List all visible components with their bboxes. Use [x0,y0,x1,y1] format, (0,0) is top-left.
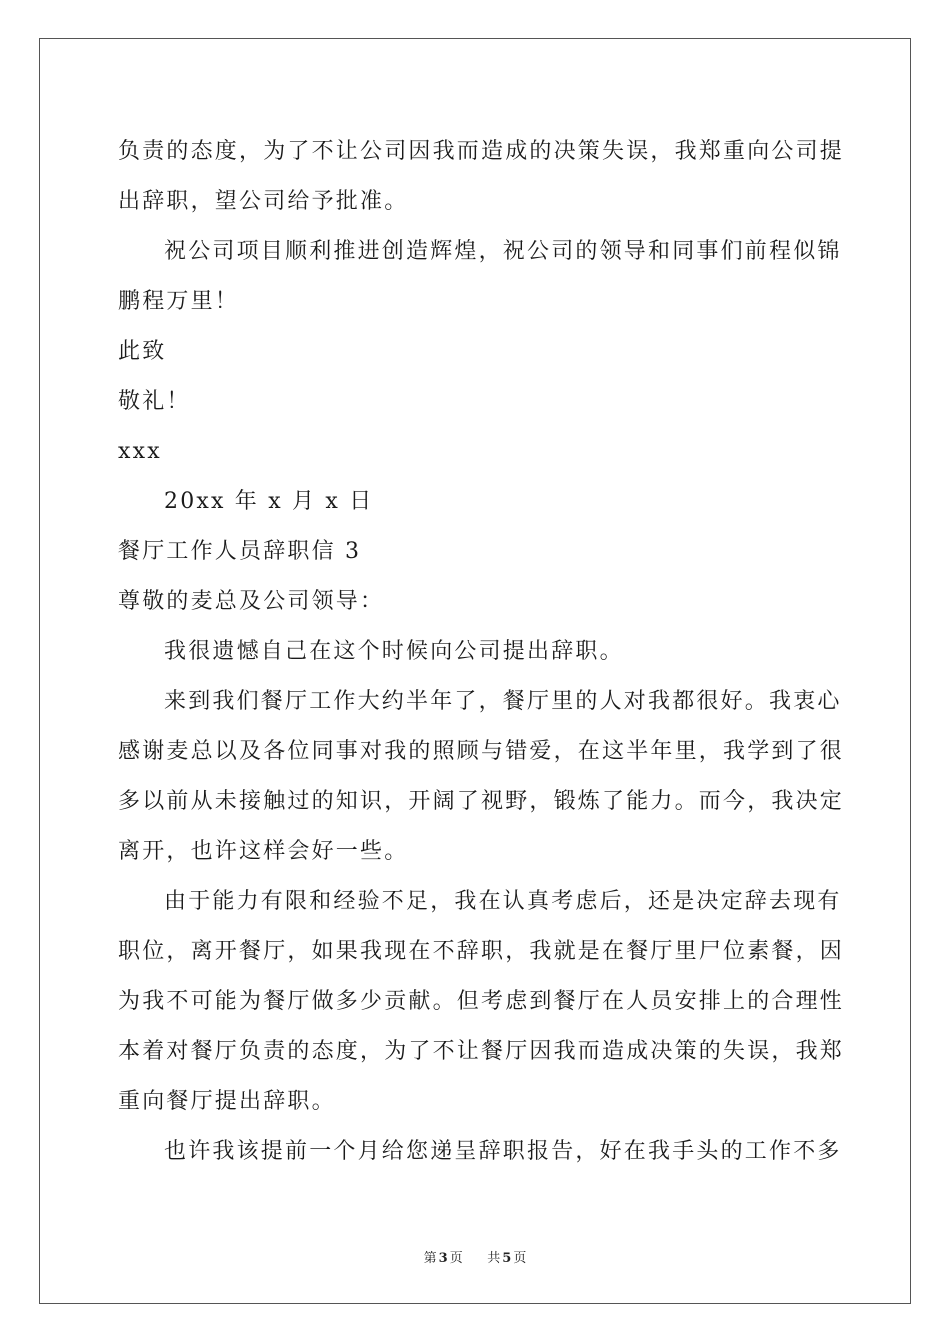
text-line: 出辞职，望公司给予批准。 [118,189,409,214]
page-prefix: 第 [423,1251,437,1266]
total-pages: 5 [502,1251,512,1266]
total-prefix: 共 [487,1251,501,1266]
signature-date: 20xx 年 x 月 x 日 [164,489,374,514]
page-total [485,1251,528,1266]
document-body [118,127,845,1177]
text-line: 离开，也许这样会好一些。 [118,839,409,864]
text-line: 由于能力有限和经验不足，我在认真考虑后，还是决定辞去现有 [164,889,842,914]
total-suffix: 页 [513,1251,527,1266]
page-suffix: 页 [449,1251,463,1266]
text-line: 为我不可能为餐厅做多少贡献。但考虑到餐厅在人员安排上的合理性 [118,989,845,1014]
text-line: 重向餐厅提出辞职。 [118,1089,336,1114]
letter-greeting: 尊敬的麦总及公司领导： [118,589,385,614]
signature-name: xxx [118,439,162,464]
text-line: 多以前从未接触过的知识，开阔了视野，锻炼了能力。而今，我决定 [118,789,845,814]
closing-salutation: 此致 [118,339,167,364]
text-line: 鹏程万里！ [118,289,240,314]
current-page: 3 [438,1251,448,1266]
section-heading: 餐厅工作人员辞职信 3 [118,539,362,564]
text-line: 感谢麦总以及各位同事对我的照顾与错爱，在这半年里，我学到了很 [118,739,845,764]
text-line: 职位，离开餐厅，如果我现在不辞职，我就是在餐厅里尸位素餐，因 [118,939,845,964]
page-number [422,1251,465,1266]
closing-regards: 敬礼！ [118,389,191,414]
text-line: 负责的态度，为了不让公司因我而造成的决策失误，我郑重向公司提 [118,139,845,164]
text-line: 祝公司项目顺利推进创造辉煌，祝公司的领导和同事们前程似锦 [164,239,842,264]
text-line: 我很遗憾自己在这个时候向公司提出辞职。 [164,639,624,664]
text-line: 来到我们餐厅工作大约半年了，餐厅里的人对我都很好。我衷心 [164,689,842,714]
text-line: 也许我该提前一个月给您递呈辞职报告，好在我手头的工作不多 [164,1139,842,1164]
page-footer [0,1247,950,1266]
text-line: 本着对餐厅负责的态度，为了不让餐厅因我而造成决策的失误，我郑 [118,1039,845,1064]
